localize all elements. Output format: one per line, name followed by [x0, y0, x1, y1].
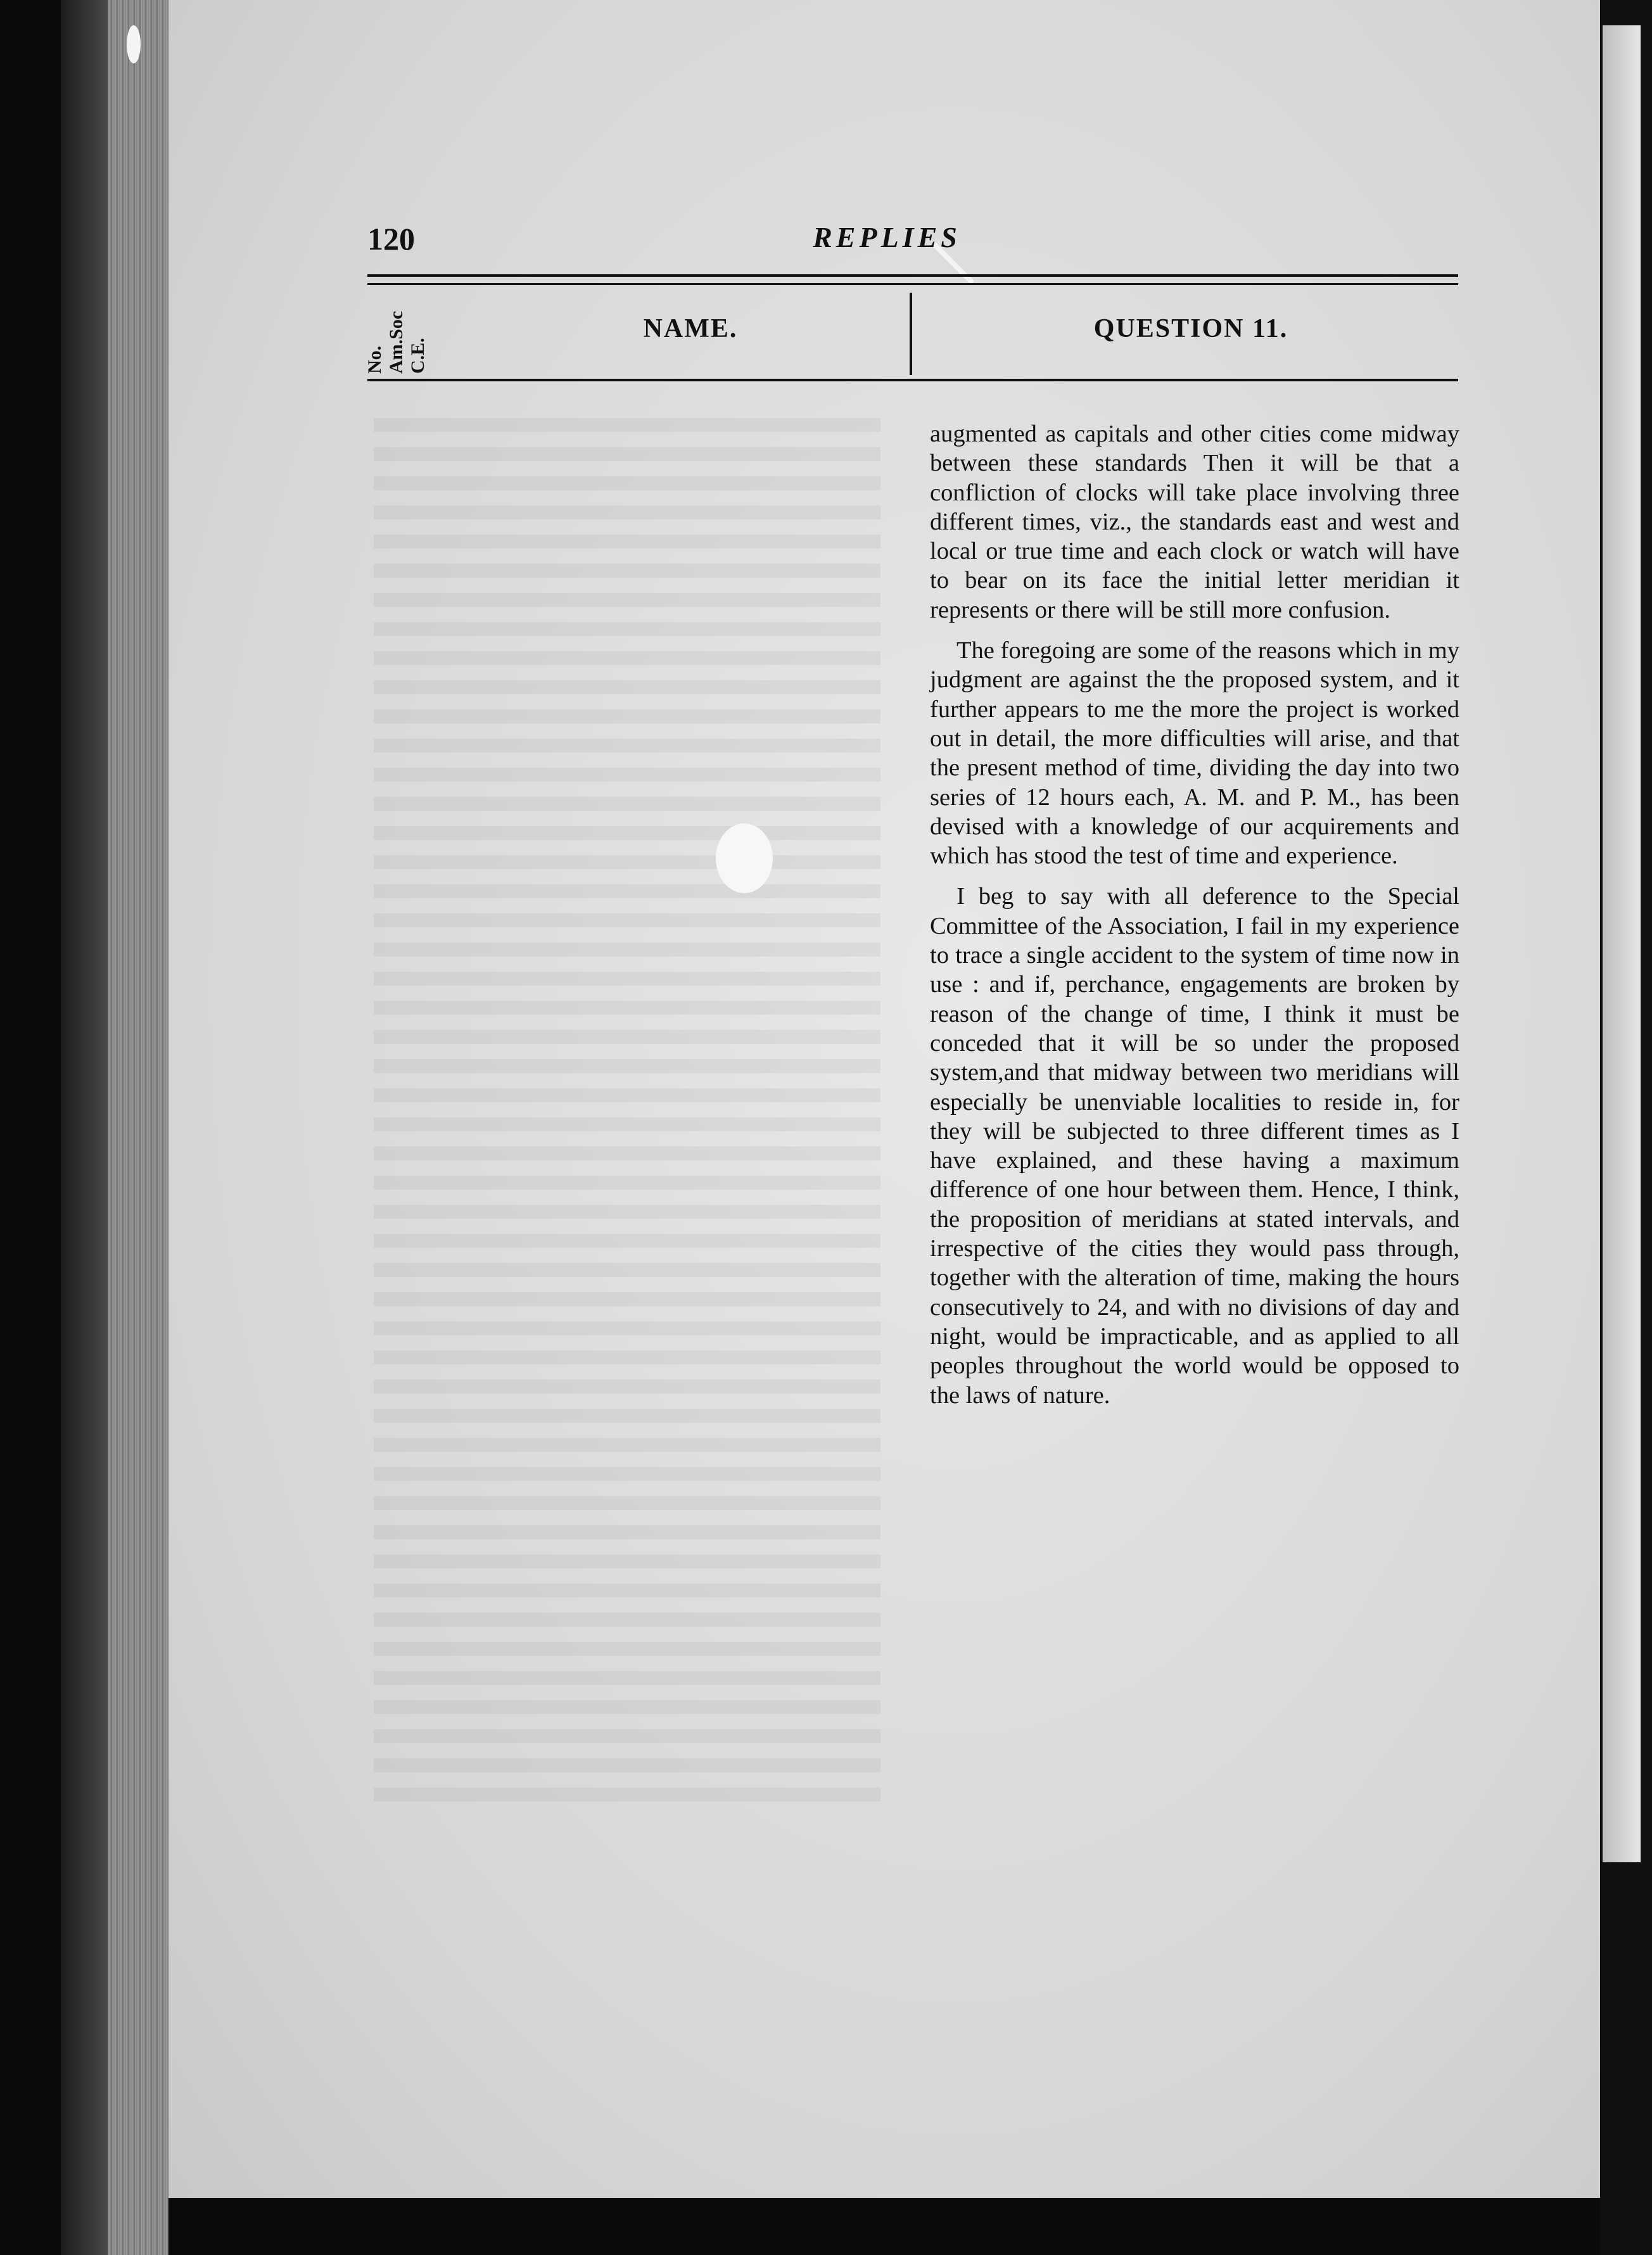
column-header-name: NAME. — [643, 314, 738, 343]
running-head: REPLIES — [813, 221, 961, 253]
next-page-edge — [1603, 25, 1641, 1862]
column-divider — [910, 293, 912, 375]
scan-speck — [716, 823, 773, 893]
page-number: 120 — [367, 221, 415, 257]
paragraph: I beg to say with all deference to the Special Committee of the Association, I fail in my experience to trace a single accident to the system of time now in use : and if, perchance, engagements are broken by reason of the change of time, I think it must be conceded that it will be so under the proposed system,and that midway between two meridians will especially be unenviable localities to reside in, for they will be subjected to three different times as I have explained, and these having a maximum difference of one hour between them. Hence, I think, the proposition of meridians at stated intervals, and irrespective of the cities they would pass through, together with the alteration of time, making the hours consecutively to 24, and with no divisions of day and night, would be impracticable, and as applied to all peoples throughout the world would be opposed to the laws of nature. — [930, 883, 1459, 1409]
page-edges — [108, 0, 168, 2255]
header-rule-bottom — [367, 379, 1458, 381]
column-header-number: No. Am.Soc C.E. — [364, 310, 428, 374]
paragraph: augmented as capitals and other cities come midway between these standards Then it will be that a confliction of clocks will take place involving three different times, viz., the standards east and west and local or true time and each clock or watch will have to bear on its face the initial letter meridian it represents or there will be still more confusion. — [930, 421, 1459, 623]
header-rule-top-thin — [367, 283, 1458, 285]
bleed-through-text — [374, 418, 880, 1812]
paragraph: The foregoing are some of the reasons which in my judgment are against the the proposed system, and it further appears to me the more the project is worked out in detail, the more difficulties will arise, and that the present method of time, dividing the day into two series of 12 hours each, A. M. and P. M., has been devised with a knowledge of our acquirements and which has stood the test of time and experience. — [930, 637, 1459, 870]
scan-speck — [127, 25, 141, 63]
header-rule-top — [367, 274, 1458, 277]
column-header-question: QUESTION 11. — [1093, 314, 1288, 343]
reply-text-column — [930, 419, 1459, 1410]
